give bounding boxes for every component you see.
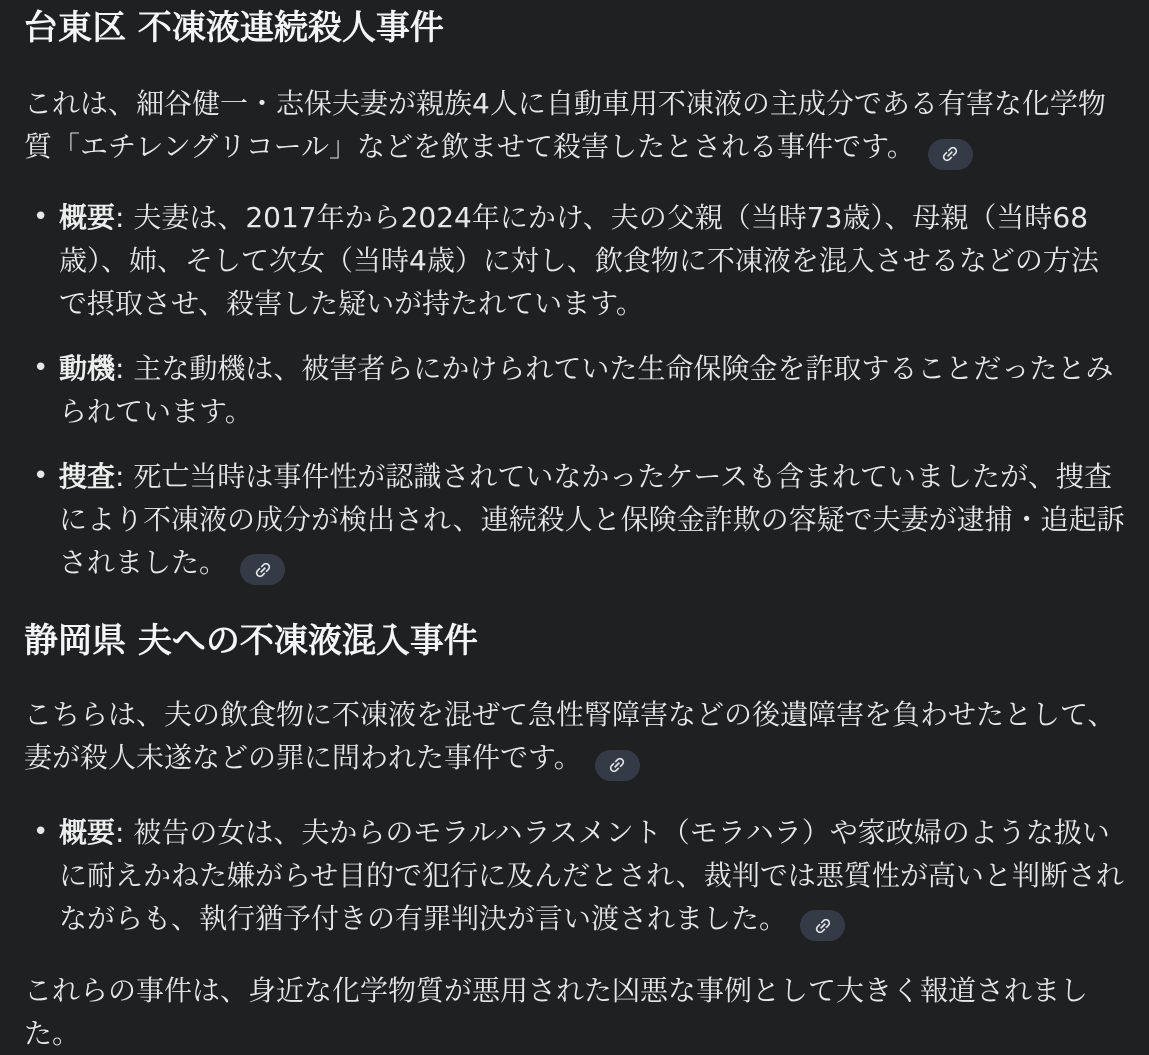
citation-chip[interactable] [595,750,640,781]
bullet-text: 夫妻は、2017年から2024年にかけ、夫の父親（当時73歳）、母親（当時68歳）、姉、そして次女（当時4歳）に対し、飲食物に不凍液を混入させるなどの方法で摂取させ、殺害した疑いが持たれています。 [59,200,1099,320]
case-detail-list [24,196,1125,586]
citation-chip[interactable] [240,554,285,585]
link-icon [248,555,276,583]
bullet-label: 概要 [59,815,116,849]
intro-text: こちらは、夫の飲食物に不凍液を混ぜて急性腎障害などの後遺障害を負わせたとして、妻が殺人未遂などの罪に問われた事件です。 [24,698,1116,774]
intro-text: これは、細谷健一・志保夫妻が親族4人に自動車用不凍液の主成分である有害な化学物質「エチレングリコール」などを飲ませて殺害したとされる事件です。 [24,87,1106,163]
case-detail-list [24,811,1125,942]
label-separator: : [115,459,134,493]
section-heading-taito: 台東区 不凍液連続殺人事件 [24,8,444,48]
closing-paragraph: これらの事件は、身近な化学物質が悪用された凶悪な事例として大きく報道されました。 [24,974,1089,1050]
citation-chip[interactable] [928,139,973,170]
bullet-text: 被告の女は、夫からのモラルハラスメント（モラハラ）や家政婦のような扱いに耐えかねた嫌がらせ目的で犯行に及んだとされ、裁判では悪質性が高いと判断されながらも、執行猶予付きの有罪判決が言い渡されました。 [59,815,1124,935]
label-separator: : [115,200,134,234]
bullet-label: 捜査 [59,459,116,493]
list-item-investigation [24,455,1125,586]
section-heading-shizuoka: 静岡県 夫への不凍液混入事件 [24,621,478,661]
list-item-motive [24,347,1125,433]
link-icon [603,751,631,779]
bullet-text: 死亡当時は事件性が認識されていなかったケースも含まれていましたが、捜査により不凍液の成分が検出され、連続殺人と保険金詐欺の容疑で夫妻が逮捕・追起訴されました。 [59,459,1125,579]
list-item-overview [24,196,1125,325]
citation-chip[interactable] [800,910,845,941]
link-icon [808,911,836,939]
label-separator: : [115,815,134,849]
section-intro-taito [24,82,1125,170]
bullet-text: 主な動機は、被害者らにかけられていた生命保険金を詐取することだったとみられています。 [59,351,1114,428]
label-separator: : [115,351,134,385]
section-intro-shizuoka [24,693,1125,781]
bullet-label: 概要 [59,200,116,234]
link-icon [936,140,964,168]
bullet-label: 動機 [59,351,116,385]
list-item-overview [24,811,1125,942]
